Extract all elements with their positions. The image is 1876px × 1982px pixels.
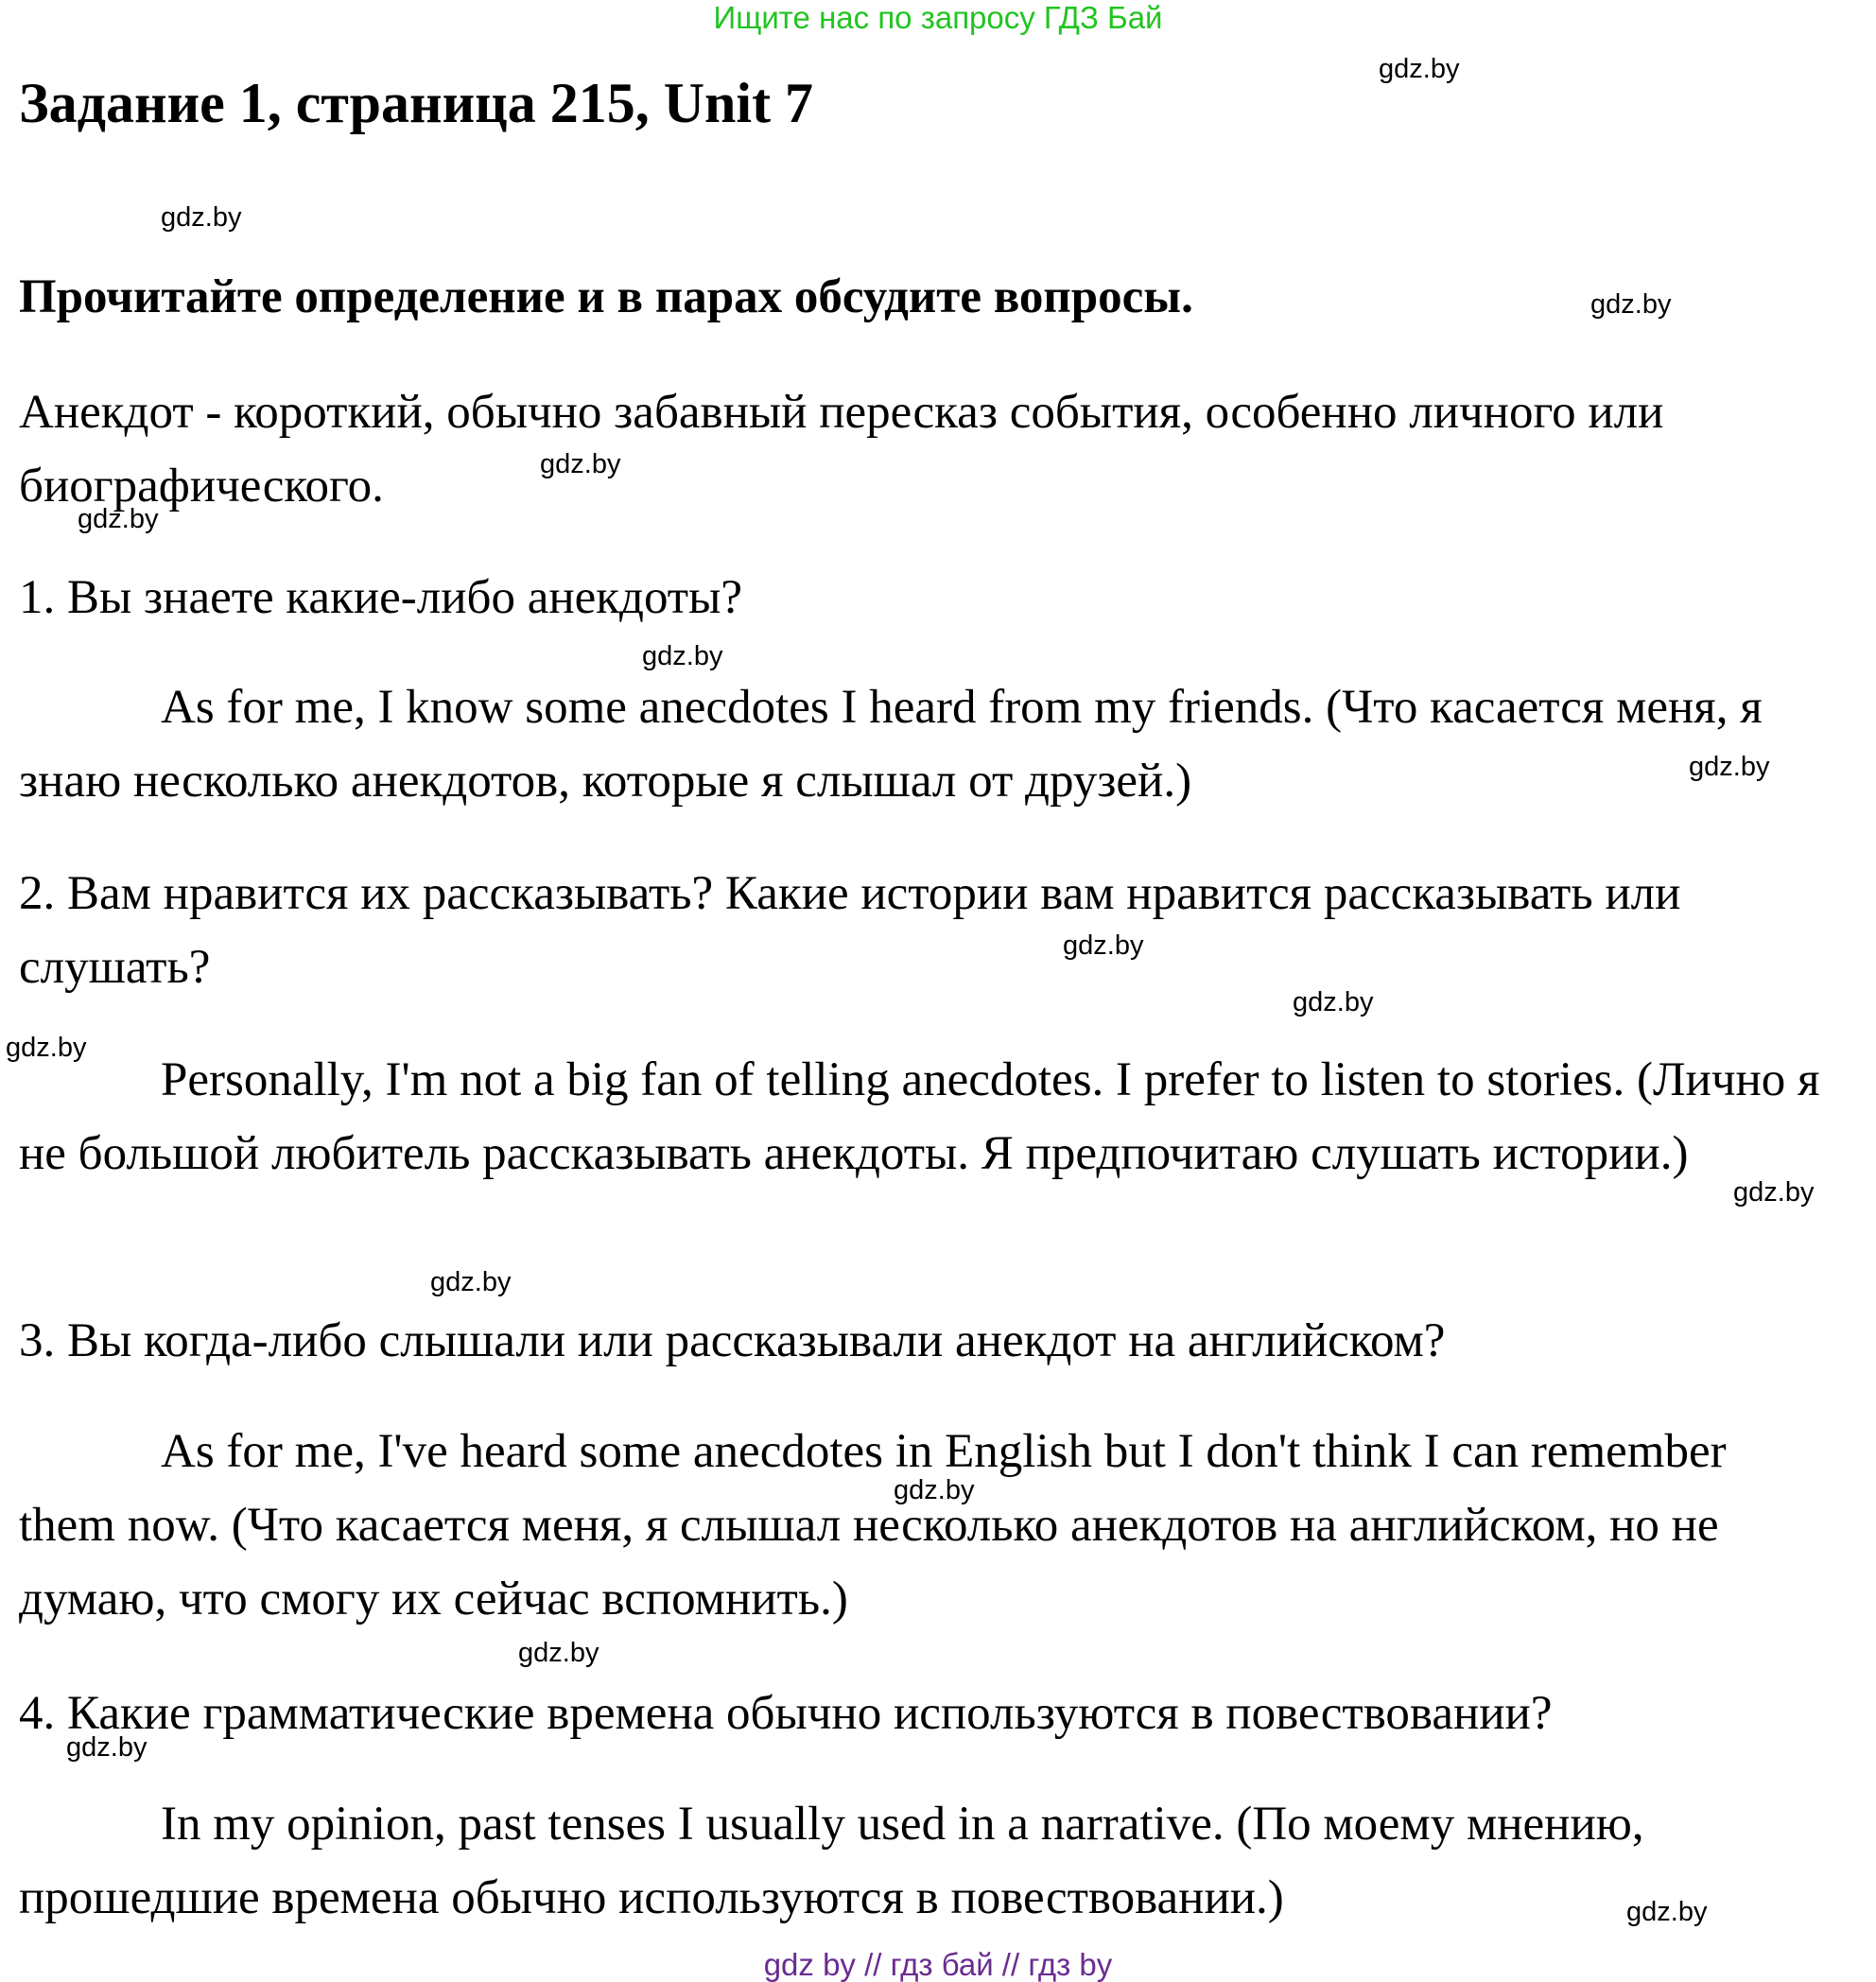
question-1: 1. Вы знаете какие-либо анекдоты? (19, 571, 742, 624)
answer-3: As for me, I've heard some anecdotes in English but I don't think I can remember them now. (Что касается меня, я слышал несколько анекдотов на английском, но не думаю, что смогу их сейчас вспомнить.) (19, 1425, 1727, 1626)
definition-text: Анекдот - короткий, обычно забавный пересказ события, особенно личного или биографического. (19, 386, 1664, 513)
answer-1: As for me, I know some anecdotes I heard from my friends. (Что касается меня, я знаю несколько анекдотов, которые я слышал от друзей.) (19, 681, 1763, 808)
watermark: gdz.by (1379, 54, 1460, 84)
watermark: gdz.by (1626, 1897, 1708, 1927)
watermark: gdz.by (78, 504, 159, 534)
search-banner: Ищите нас по запросу ГДЗ Бай (713, 0, 1163, 35)
question-2: 2. Вам нравится их рассказывать? Какие истории вам нравится рассказывать или слушать? (19, 867, 1681, 994)
question-3: 3. Вы когда-либо слышали или рассказывали анекдот на английском? (19, 1314, 1446, 1367)
watermark: gdz.by (540, 449, 621, 479)
footer-links: gdz by // гдз бай // гдз by (763, 1947, 1113, 1982)
watermark: gdz.by (642, 641, 723, 671)
watermark: gdz.by (6, 1033, 87, 1063)
watermark: gdz.by (1689, 752, 1770, 782)
watermark: gdz.by (518, 1638, 599, 1668)
watermark: gdz.by (1733, 1177, 1815, 1208)
watermark: gdz.by (1590, 289, 1672, 320)
watermark: gdz.by (430, 1267, 512, 1297)
watermark: gdz.by (1063, 930, 1144, 961)
task-instruction: Прочитайте определение и в парах обсудите вопросы. (19, 270, 1193, 323)
watermark: gdz.by (161, 202, 242, 233)
watermark: gdz.by (66, 1732, 148, 1763)
watermark: gdz.by (894, 1475, 975, 1505)
answer-2: Personally, I'm not a big fan of telling anecdotes. I prefer to listen to stories. (Лично я не большой любитель рассказывать анекдоты. Я предпочитаю слушать истории.) (19, 1053, 1820, 1180)
question-4: 4. Какие грамматические времена обычно используются в повествовании? (19, 1687, 1553, 1740)
page-title: Задание 1, страница 215, Unit 7 (19, 72, 814, 134)
answer-4: In my opinion, past tenses I usually used in a narrative. (По моему мнению, прошедшие времена обычно используются в повествовании.) (19, 1798, 1644, 1924)
watermark: gdz.by (1293, 987, 1374, 1017)
